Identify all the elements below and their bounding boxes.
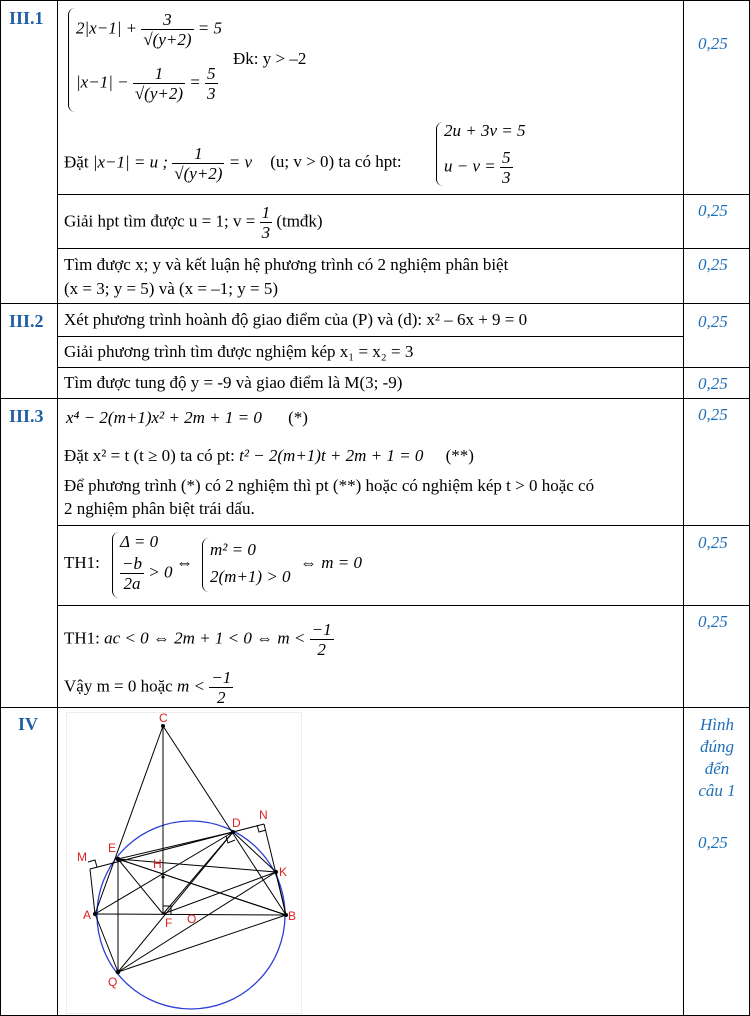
condition: Đk: y > –2	[233, 49, 307, 68]
th1-b1: m² = 0	[210, 540, 256, 559]
hpt-line2	[444, 148, 513, 187]
section-label-iii-1: III.1	[9, 8, 44, 28]
section-label-iv: IV	[18, 714, 39, 734]
iii2-line2: Giải phương trình tìm được nghiệm kép x₁ = x₂ = 3	[64, 342, 414, 361]
eq1-den: √(y+2)	[143, 30, 192, 49]
sub-text: Đặt x² = t (t ≥ 0) ta có pt:	[64, 446, 235, 465]
score-r3: 0,25	[698, 255, 728, 274]
eq2	[76, 64, 218, 103]
score-r4: 0,25	[698, 312, 728, 331]
label-q: Q	[108, 975, 118, 989]
label-o: O	[187, 912, 197, 926]
point-a	[93, 912, 97, 916]
score-r8: 0,25	[698, 612, 728, 631]
label-h: H	[153, 857, 162, 871]
th1-b2: 2(m+1) > 0	[210, 567, 291, 586]
hint-line: Hình	[700, 715, 734, 734]
solve-den: 3	[261, 223, 271, 242]
hpt-brace	[436, 122, 443, 186]
label-d: D	[232, 816, 241, 830]
iii2-line3: Tìm được tung độ y = -9 và giao điểm là M(3; -9)	[64, 373, 403, 392]
set-word: Đặt	[64, 152, 89, 172]
system-brace	[68, 8, 75, 112]
eq1-right: = 5	[197, 18, 222, 38]
th1-result: ⇔ m = 0	[300, 553, 362, 572]
set-v: = v	[228, 152, 252, 172]
th2-num: −1	[311, 620, 332, 639]
set-den: √(y+2)	[174, 164, 223, 183]
final-num: −1	[211, 668, 232, 687]
final-eq: m <	[176, 676, 205, 696]
point-h	[161, 875, 164, 878]
iii2-line1: Xét phương trình hoành độ giao điểm của (P) và (d): x² – 6x + 9 = 0	[64, 310, 528, 329]
sub-eq: t² − 2(m+1)t + 2m + 1 = 0	[239, 446, 424, 465]
th1-num: −b	[122, 554, 142, 573]
th1-den: 2a	[123, 574, 141, 593]
eq2-num: 1	[133, 64, 185, 84]
point-q	[116, 970, 121, 975]
score-r7: 0,25	[698, 533, 728, 552]
sub-tag: (**)	[445, 446, 474, 465]
hpt-line1: 2u + 3v = 5	[444, 121, 526, 140]
eq2-num2: 5	[207, 64, 216, 83]
th1-label: TH1:	[64, 553, 100, 572]
label-b: B	[288, 909, 297, 923]
set-num: 1	[172, 144, 224, 164]
point-k	[274, 870, 278, 874]
geometry-figure	[66, 712, 302, 1014]
iii3-equation	[66, 408, 308, 428]
eq2-den2: 3	[207, 84, 216, 103]
hint-line: câu 1	[698, 781, 736, 800]
point-e	[116, 857, 121, 862]
th2-label: TH1:	[64, 628, 100, 648]
th1-brace-b	[202, 538, 209, 592]
solve-line	[64, 203, 323, 242]
hint-line: đến	[704, 759, 730, 778]
label-m: M	[77, 850, 87, 864]
solve-cond: (tmđk)	[276, 211, 323, 231]
eq2-eq: =	[189, 72, 201, 92]
set-cond: (u; v > 0) ta có hpt:	[270, 152, 402, 172]
iii3-substitution	[64, 446, 474, 466]
set-u: |x−1| = u ;	[92, 152, 169, 172]
hint-line: đúng	[700, 737, 734, 756]
figure-hint	[686, 714, 748, 802]
iii3-condition2: 2 nghiệm phân biệt trái dấu.	[64, 499, 255, 518]
label-k: K	[279, 865, 288, 879]
final-line	[64, 668, 233, 707]
substitution-line	[64, 144, 402, 183]
score-r2: 0,25	[698, 201, 728, 220]
score-r6: 0,25	[698, 405, 728, 424]
final-den: 2	[216, 688, 226, 707]
th2-eq: ac < 0 ⇔ 2m + 1 < 0 ⇔ m <	[104, 628, 306, 648]
conclusion-line2: (x = 3; y = 5) và (x = –1; y = 5)	[64, 279, 278, 298]
hpt2-num: 5	[502, 148, 511, 167]
final-text: Vậy m = 0 hoặc	[64, 676, 173, 696]
th1-gt: > 0	[148, 562, 173, 582]
solve-text: Giải hpt tìm được u = 1; v =	[64, 211, 256, 231]
th2-line	[64, 620, 334, 659]
solve-num: 1	[261, 203, 271, 222]
eq2-left: |x−1| −	[76, 72, 129, 92]
point-d	[231, 830, 235, 834]
score-r9: 0,25	[698, 833, 728, 852]
quartic-eq: x⁴ − 2(m+1)x² + 2m + 1 = 0	[66, 408, 262, 427]
th1-iff: ⇔	[176, 553, 193, 572]
th1-a1: Δ = 0	[120, 532, 159, 551]
eq2-den: √(y+2)	[134, 84, 184, 103]
section-label-iii-2: III.2	[9, 311, 44, 331]
th2-den: 2	[317, 640, 326, 659]
th1-a2	[120, 554, 172, 593]
iii3-condition1: Để phương trình (*) có 2 nghiệm thì pt (**) hoặc có nghiệm kép t > 0 hoặc có	[64, 476, 595, 495]
label-e: E	[108, 841, 117, 855]
eq1-num: 3	[141, 10, 193, 30]
hpt2-den: 3	[502, 168, 511, 187]
label-c: C	[159, 712, 168, 725]
conclusion-line1: Tìm được x; y và kết luận hệ phương trình có 2 nghiệm phân biệt	[64, 255, 509, 274]
label-a: A	[83, 908, 92, 922]
section-label-iii-3: III.3	[9, 406, 44, 426]
eq1	[76, 10, 222, 49]
score-r1: 0,25	[698, 34, 728, 53]
hpt2-left: u − v =	[444, 156, 496, 176]
th1-brace-a	[112, 532, 119, 598]
label-n: N	[259, 808, 268, 822]
score-r5: 0,25	[698, 374, 728, 393]
eq-tag: (*)	[288, 408, 308, 427]
label-f: F	[165, 916, 173, 930]
eq1-left: 2|x−1| +	[76, 18, 138, 38]
